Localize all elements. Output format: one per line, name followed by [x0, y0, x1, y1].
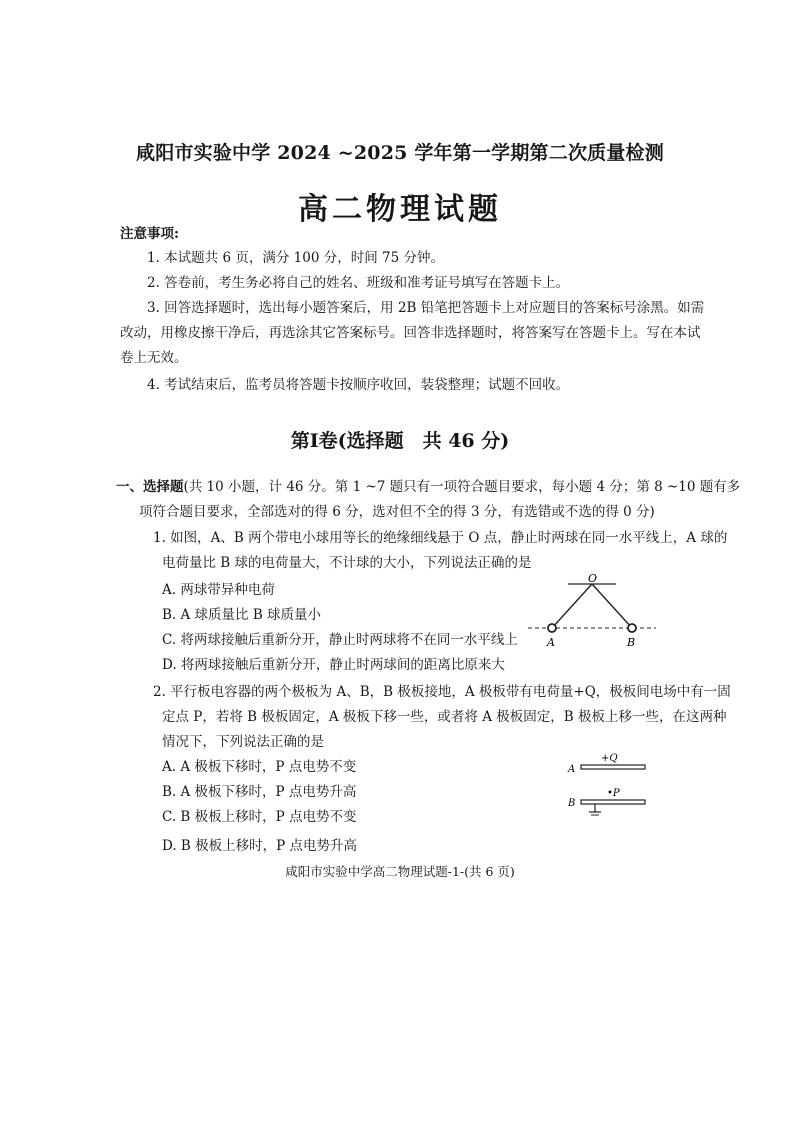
notice-heading: 注意事项: [120, 226, 179, 242]
q2-label-plate-b: B [568, 798, 576, 809]
q2-capacitor-figure [565, 750, 655, 822]
q1-thread-a [552, 584, 592, 628]
section-title: 第Ⅰ卷(选择题 共 46 分) [290, 430, 510, 452]
q1-label-o: O [588, 574, 598, 585]
notice-item-1: 1. 本试题共 6 页，满分 100 分，时间 75 分钟。 [147, 250, 444, 266]
q2-stem-line2: 定点 P，若将 B 极板固定，A 极板下移一些，或者将 A 极板固定，B 极板上移一些，在这两种 [162, 709, 727, 725]
part1-label: 一、选择题 [116, 479, 184, 495]
q2-plate-a [581, 765, 645, 769]
notice-item-2: 2. 答卷前，考生务必将自己的姓名、班级和准考证号填写在答题卡上。 [147, 275, 570, 291]
q2-option-c: C. B 极板上移时，P 点电势不变 [162, 809, 357, 825]
notice-item-3-cont: 改动，用橡皮擦干净后，再选涂其它答案标号。回答非选择题时，将答案写在答题卡上。写在本试 [120, 325, 701, 341]
q2-stem-line3: 情况下，下列说法正确的是 [162, 734, 324, 750]
part1-intro-line2: 项符合题目要求，全部选对的得 6 分，选对但不全的得 3 分，有选错或不选的得 0 分) [139, 504, 655, 520]
q2-stem-line1: 2. 平行板电容器的两个极板为 A、B，B 极板接地，A 极板带有电荷量+Q，极板间电场中有一固 [153, 684, 731, 700]
part1-intro-line1 [116, 478, 740, 496]
q1-option-b: B. A 球质量比 B 球质量小 [162, 607, 322, 623]
notice-item-4: 4. 考试结束后，监考员将答题卡按顺序收回，装袋整理；试题不回收。 [147, 377, 570, 393]
q1-option-c: C. 将两球接触后重新分开，静止时两球将不在同一水平线上 [162, 632, 518, 648]
q1-stem-line2: 电荷量比 B 球的电荷量大，不计球的大小，下列说法正确的是 [162, 555, 532, 571]
q2-option-a: A. A 极板下移时，P 点电势不变 [162, 759, 357, 775]
q1-thread-b [592, 584, 632, 628]
q1-option-a: A. 两球带异种电荷 [162, 582, 275, 598]
page-footer: 咸阳市实验中学高二物理试题-1-(共 6 页) [285, 864, 515, 879]
q2-label-point-p: •P [607, 788, 620, 799]
q2-label-plate-a: A [568, 764, 576, 775]
notice-item-3: 3. 回答选择题时，选出每小题答案后，用 2B 铅笔把答题卡上对应题目的答案标号涂黑。如需 [147, 300, 705, 316]
q1-ball-a [548, 624, 556, 632]
q1-pendulum-figure [528, 574, 658, 650]
q1-option-d: D. 将两球接触后重新分开，静止时两球间的距离比原来大 [162, 657, 505, 673]
q1-label-b: B [627, 636, 636, 649]
notice-item-3-cont2: 卷上无效。 [120, 350, 188, 366]
q2-plate-b [581, 800, 645, 804]
q2-label-charge: +Q [601, 753, 618, 764]
q1-ball-b [628, 624, 636, 632]
q2-option-b: B. A 极板下移时，P 点电势升高 [162, 784, 357, 800]
q1-stem-line1: 1. 如图，A、B 两个带电小球用等长的绝缘细线悬于 O 点，静止时两球在同一水平线上，A 球的 [153, 530, 728, 546]
part1-intro-text: (共 10 小题，计 46 分。第 1 ~7 题只有一项符合题目要求，每小题 4 分；第 8 ~10 题有多 [183, 479, 741, 495]
page-title: 高二物理试题 [298, 192, 502, 227]
q2-option-d: D. B 极板上移时，P 点电势升高 [162, 838, 358, 854]
school-exam-title: 咸阳市实验中学 2024 ~2025 学年第一学期第二次质量检测 [136, 142, 664, 164]
q1-label-a: A [547, 636, 555, 649]
